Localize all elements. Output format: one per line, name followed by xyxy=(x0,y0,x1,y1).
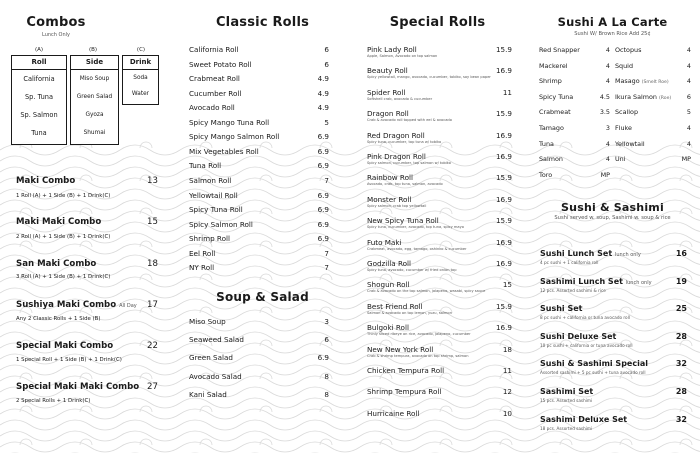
special-rolls-section xyxy=(350,0,525,453)
a-la-carte-name xyxy=(615,108,638,116)
soup-salad-price: 3 xyxy=(324,317,329,326)
sushi-set-desc: 8 pc sushi + california or tuna avocado roll xyxy=(540,315,630,321)
a-la-carte-name: Spicy Tuna xyxy=(539,92,574,101)
sushi-set-desc: 15 pcs. Assorted sashimi xyxy=(540,398,593,403)
sushi-set-price: 16 xyxy=(675,249,687,258)
sushi-set-name-text: Sushi Set xyxy=(540,304,583,314)
sushi-set-price: 28 xyxy=(675,331,687,341)
soup-salad-name: Green Salad xyxy=(189,353,233,363)
special-roll-price: 10 xyxy=(502,408,512,418)
classic-roll-name: Spicy Tuna Roll xyxy=(189,205,243,215)
special-roll-name: Rainbow Roll xyxy=(367,173,413,183)
special-roll-name: New Spicy Tuna Roll xyxy=(367,216,439,226)
sushi-set-price: 19 xyxy=(675,276,687,286)
column-c-label: (C) xyxy=(136,47,146,53)
drink-option: Water xyxy=(131,91,150,97)
a-la-carte-name-text: Fluke xyxy=(615,124,632,132)
classic-roll-row xyxy=(189,147,329,156)
classic-roll-row xyxy=(189,118,329,127)
special-roll-name: Shogun Roll xyxy=(367,280,410,290)
sushi-set-name-text: Sushi Lunch Set xyxy=(540,249,613,258)
sushi-set-desc: Assorted sashimi + 5 pc sushi + tuna avocado roll xyxy=(540,370,646,376)
a-la-carte-price: 4 xyxy=(686,46,691,54)
combo-item-desc: 2 Special Rolls + 1 Drink(C) xyxy=(16,398,91,404)
classic-roll-row xyxy=(189,45,329,54)
special-roll-row xyxy=(367,302,512,311)
special-roll-name: Hurricaine Roll xyxy=(367,408,420,418)
special-roll-price: 16.9 xyxy=(495,66,512,76)
special-roll-desc: Salmon & avocado on top lemon, yuzu, salmon xyxy=(367,310,452,315)
roll-options-box xyxy=(11,55,67,145)
special-roll-row xyxy=(367,173,512,182)
a-la-carte-name xyxy=(615,155,626,163)
classic-roll-price: 6.9 xyxy=(317,146,329,156)
sushi-set-name xyxy=(540,277,652,286)
a-la-carte-name xyxy=(615,77,669,85)
a-la-carte-name xyxy=(615,46,641,54)
classic-roll-price: 7 xyxy=(324,248,329,258)
sushi-set-desc: 10 pc sushi + california or tuna avocado roll xyxy=(540,342,633,348)
special-roll-desc: Crab & avocado on the top salmon, jalapeno, wasabi, spicy sauce xyxy=(367,289,486,294)
sushi-set-price: 32 xyxy=(675,414,687,424)
roll-option: Tuna xyxy=(31,129,47,137)
special-roll-name: Futo Maki xyxy=(367,237,402,247)
combo-item-price: 13 xyxy=(147,176,158,186)
special-roll-price: 15 xyxy=(502,280,512,290)
a-la-carte-name-text: Squid xyxy=(615,61,633,70)
a-la-carte-price: 4 xyxy=(605,61,610,70)
special-roll-row xyxy=(367,88,512,97)
a-la-carte-title: Sushi A La Carte xyxy=(557,15,668,29)
classic-roll-name: Shrimp Roll xyxy=(189,234,230,244)
special-roll-row xyxy=(367,195,512,204)
side-option: Shumai xyxy=(83,130,106,136)
a-la-carte-name: Salmon xyxy=(539,155,563,164)
special-roll-price: 12 xyxy=(502,387,512,397)
special-roll-name: Godzilla Roll xyxy=(367,259,412,268)
classic-roll-price: 6.9 xyxy=(317,132,329,142)
classic-roll-price: 6 xyxy=(324,59,329,69)
classic-roll-name: NY Roll xyxy=(189,263,215,273)
classic-roll-price: 6.9 xyxy=(317,205,329,215)
special-roll-price: 16.9 xyxy=(495,259,512,268)
combo-item-name: San Maki Combo xyxy=(16,259,97,269)
sushi-set-name-text: Sashimi Lunch Set xyxy=(540,276,623,286)
special-roll-name: Spider Roll xyxy=(367,87,406,97)
classic-roll-name: Salmon Roll xyxy=(189,175,232,185)
side-option: Green Salad xyxy=(76,94,113,100)
sushi-sashimi-subtitle: Sushi served w. soup, Sashimi w. soup & rice xyxy=(554,215,671,221)
a-la-carte-name: Crabmeat xyxy=(539,108,571,117)
sushi-set-name-text: Sashimi Set xyxy=(540,387,594,396)
soup-salad-row xyxy=(189,317,329,326)
a-la-carte-subtitle: Sushi W/ Brown Rice Add 25¢ xyxy=(574,31,651,37)
sushi-set-price: 25 xyxy=(675,304,687,314)
a-la-carte-price: 4 xyxy=(686,124,691,132)
a-la-carte-price: 4 xyxy=(686,139,691,148)
special-roll-row xyxy=(367,387,512,396)
a-la-carte-name-text: Octopus xyxy=(615,46,642,54)
special-roll-price: 15.9 xyxy=(495,45,512,54)
special-roll-row xyxy=(367,152,512,161)
classic-roll-name: Cucumber Roll xyxy=(189,88,242,98)
classic-roll-price: 6.9 xyxy=(317,219,329,229)
special-roll-row xyxy=(367,366,512,375)
classic-roll-row xyxy=(189,132,329,141)
side-option: Miso Soup xyxy=(79,76,110,82)
a-la-carte-name xyxy=(615,93,671,101)
special-roll-price: 16.9 xyxy=(495,323,512,333)
sushi-set-name xyxy=(540,415,627,424)
classic-roll-name: Crabmeat Roll xyxy=(189,74,240,84)
classic-roll-price: 7 xyxy=(324,263,329,273)
a-la-carte-price: 4.5 xyxy=(599,92,610,101)
special-roll-price: 15.9 xyxy=(495,109,512,119)
classic-roll-name: Tuna Roll xyxy=(189,161,222,171)
special-roll-price: 16.9 xyxy=(495,237,512,247)
special-roll-desc: Crabmeat, avocado, egg, tamago, oshinko & cucumber xyxy=(367,246,467,251)
classic-roll-name: Sweet Potato Roll xyxy=(189,59,252,69)
special-roll-desc: Thinly sliced ribeye on rice, avocado, jalapeno, cucumber xyxy=(367,332,471,337)
special-roll-price: 16.9 xyxy=(495,152,512,161)
a-la-carte-name-text: Ikura Salmon xyxy=(615,92,657,101)
soup-salad-row xyxy=(189,353,329,362)
a-la-carte-section xyxy=(525,0,700,453)
combo-item-price: 22 xyxy=(147,341,158,351)
sushi-set-name xyxy=(540,387,593,396)
roll-option: Sp. Tuna xyxy=(25,93,53,101)
soup-salad-row xyxy=(189,335,329,344)
sushi-set-name-text: Sushi & Sashimi Special xyxy=(540,359,648,369)
a-la-carte-name-text: Uni xyxy=(615,155,626,164)
combo-item-price: 18 xyxy=(147,259,158,269)
a-la-carte-name: Red Snapper xyxy=(539,46,580,54)
a-la-carte-name: Mackerel xyxy=(539,61,568,70)
soup-salad-row xyxy=(189,390,329,399)
classic-roll-price: 4.9 xyxy=(317,88,329,98)
drink-options-box xyxy=(122,55,159,105)
classic-roll-name: Spicy Mango Tuna Roll xyxy=(189,117,270,127)
special-roll-name: Bulgoki Roll xyxy=(367,323,409,333)
classic-roll-name: California Roll xyxy=(189,45,239,54)
special-roll-price: 16.9 xyxy=(495,130,512,140)
all-day-badge: All Day xyxy=(119,303,137,309)
sushi-set-desc: 18 pcs. Assorted sashimi xyxy=(540,425,593,431)
sushi-set-price: 28 xyxy=(675,387,687,396)
soup-salad-title: Soup & Salad xyxy=(216,290,309,304)
special-roll-name: Dragon Roll xyxy=(367,109,409,119)
sushi-set-name xyxy=(540,249,641,258)
special-roll-name: Red Dragon Roll xyxy=(367,130,425,140)
a-la-carte-name: Tuna xyxy=(539,139,554,148)
side-header: Side xyxy=(71,56,118,70)
special-roll-desc: Spicy salmon, cucumber, top salmon w/ tobiko xyxy=(367,161,451,165)
special-roll-name: Chicken Tempura Roll xyxy=(367,366,445,375)
special-roll-row xyxy=(367,131,512,140)
classic-roll-price: 6.9 xyxy=(317,234,329,244)
combo-item-name: Special Maki Combo xyxy=(16,341,114,351)
soup-salad-name: Avocado Salad xyxy=(189,371,242,381)
special-roll-price: 11 xyxy=(502,366,512,375)
special-roll-row xyxy=(367,259,512,268)
side-option: Gyoza xyxy=(85,112,104,118)
sushi-sashimi-title: Sushi & Sashimi xyxy=(561,201,664,214)
combo-item-name-text: Sushiya Maki Combo xyxy=(16,300,117,310)
a-la-carte-price: 6 xyxy=(686,92,691,101)
classic-roll-row xyxy=(189,205,329,214)
combo-item-desc: Any 2 Classic Rolls + 1 Side (B) xyxy=(16,316,101,322)
a-la-carte-price: MP xyxy=(600,170,610,179)
special-roll-name: Shrimp Tempura Roll xyxy=(367,387,442,397)
sushi-set-name xyxy=(540,359,648,368)
a-la-carte-price: MP xyxy=(681,155,691,164)
a-la-carte-price: 4 xyxy=(605,46,610,54)
classic-roll-name: Eel Roll xyxy=(189,248,216,258)
classic-roll-row xyxy=(189,263,329,272)
special-roll-name: Monster Roll xyxy=(367,194,412,204)
special-roll-row xyxy=(367,216,512,225)
special-roll-price: 16.9 xyxy=(495,194,512,204)
roll-header: Roll xyxy=(12,56,66,70)
a-la-carte-note: (Smelt Roe) xyxy=(641,80,669,86)
sushi-set-desc: 4 pc sushi + 1 california roll xyxy=(540,260,599,265)
lunch-only-badge: lunch only xyxy=(614,252,641,258)
special-roll-row xyxy=(367,323,512,332)
sushi-set-name-text: Sushi Deluxe Set xyxy=(540,331,617,341)
classic-roll-row xyxy=(189,220,329,229)
special-roll-desc: Spicy tuna, cucumber, avocado, top tuna, spicy mayo xyxy=(367,225,464,230)
sushi-set-name xyxy=(540,332,616,341)
special-roll-desc: Spicy salmon, crab top yellowtail xyxy=(367,203,427,208)
sushi-set-name xyxy=(540,304,582,313)
special-roll-row xyxy=(367,45,512,54)
a-la-carte-price: 4 xyxy=(605,77,610,86)
combo-item-desc: 1 Special Roll + 1 Side (B) + 1 Drink(C) xyxy=(16,357,122,363)
soup-salad-name: Seaweed Salad xyxy=(189,335,244,345)
classic-roll-name: Yellowtail Roll xyxy=(189,190,238,200)
column-a-label: (A) xyxy=(34,47,44,53)
soup-salad-name: Kani Salad xyxy=(189,389,227,399)
a-la-carte-price: 4 xyxy=(686,61,691,70)
classic-roll-row xyxy=(189,249,329,258)
soup-salad-name: Miso Soup xyxy=(189,317,226,326)
special-roll-row xyxy=(367,345,512,354)
special-roll-row xyxy=(367,238,512,247)
classic-roll-price: 6.9 xyxy=(317,190,329,200)
soup-salad-price: 8 xyxy=(324,371,329,381)
soup-salad-row xyxy=(189,372,329,381)
combo-item-name xyxy=(16,300,137,310)
combo-item-desc: 1 Roll (A) + 1 Side (B) + 1 Drink(C) xyxy=(16,193,111,199)
a-la-carte-price: 3 xyxy=(605,124,610,132)
a-la-carte-name-text: Scallop xyxy=(615,108,639,117)
special-roll-price: 11 xyxy=(502,87,512,97)
classic-roll-row xyxy=(189,74,329,83)
sushi-set-price: 32 xyxy=(675,359,687,369)
lunch-only-badge: lunch only xyxy=(625,279,652,286)
drink-option: Soda xyxy=(133,75,148,81)
a-la-carte-name xyxy=(615,62,633,70)
classic-roll-row xyxy=(189,176,329,185)
classic-rolls-section xyxy=(175,0,350,453)
a-la-carte-note: (Roe) xyxy=(659,95,672,101)
combos-subtitle: Lunch Only xyxy=(42,32,70,38)
column-b-label: (B) xyxy=(88,47,98,53)
special-roll-price: 15.9 xyxy=(495,216,512,226)
roll-option: California xyxy=(23,75,55,83)
special-roll-desc: Spicy yellowtail, mango, avocado, cucumber, tobiko, soy bean paper xyxy=(367,75,491,80)
a-la-carte-name xyxy=(615,124,632,132)
a-la-carte-price: 4 xyxy=(686,77,691,86)
classic-roll-row xyxy=(189,161,329,170)
a-la-carte-name-text: Masago xyxy=(615,77,640,86)
special-roll-desc: Spicy tuna, avocado, cucumber w/ fried onion top xyxy=(367,268,457,272)
classic-roll-price: 6 xyxy=(324,45,329,54)
special-roll-name: Best Friend Roll xyxy=(367,301,423,311)
roll-option: Sp. Salmon xyxy=(20,111,58,119)
soup-salad-price: 6.9 xyxy=(317,353,329,363)
soup-salad-price: 6 xyxy=(324,335,329,345)
combo-item-name: Special Maki Maki Combo xyxy=(16,382,140,392)
classic-roll-price: 4.9 xyxy=(317,103,329,113)
classic-roll-name: Avocado Roll xyxy=(189,103,235,113)
special-roll-name: New New York Roll xyxy=(367,344,434,354)
a-la-carte-name xyxy=(615,140,645,148)
a-la-carte-name: Tamago xyxy=(539,124,564,132)
combo-item-desc: 3 Roll (A) + 1 Side (B) + 1 Drink(C) xyxy=(16,274,111,280)
special-roll-desc: Avocado, crab, top tuna, salmon, avocado xyxy=(367,182,443,187)
combos-section xyxy=(0,0,175,453)
special-roll-name: Pink Dragon Roll xyxy=(367,152,426,161)
sushi-set-name-text: Sashimi Deluxe Set xyxy=(540,414,628,424)
special-roll-price: 18 xyxy=(502,344,512,354)
a-la-carte-price: 5 xyxy=(686,108,691,117)
special-roll-row xyxy=(367,280,512,289)
classic-roll-row xyxy=(189,234,329,243)
a-la-carte-price: 3.5 xyxy=(599,108,610,117)
combo-item-desc: 2 Roll (A) + 1 Side (B) + 1 Drink(C) xyxy=(16,234,111,240)
side-options-box xyxy=(70,55,119,145)
special-roll-row xyxy=(367,109,512,118)
special-rolls-title: Special Rolls xyxy=(389,15,486,30)
classic-roll-row xyxy=(189,60,329,69)
combo-item-price: 17 xyxy=(147,300,158,310)
a-la-carte-name: Shrimp xyxy=(539,77,562,86)
classic-roll-name: Mix Vegetables Roll xyxy=(189,146,259,156)
special-roll-desc: Crab & shrimp tempura, avocado on top shrimp, salmon xyxy=(367,353,469,358)
classic-roll-row xyxy=(189,89,329,98)
sushi-set-desc: 12 pcs. Assorted sashimi & rice xyxy=(540,287,606,293)
classic-roll-name: Spicy Mango Salmon Roll xyxy=(189,132,280,142)
classic-roll-row xyxy=(189,191,329,200)
combo-item-price: 27 xyxy=(147,382,158,392)
combo-item-name: Maki Maki Combo xyxy=(16,217,102,227)
drink-header: Drink xyxy=(123,56,158,70)
classic-roll-price: 5 xyxy=(324,117,329,127)
classic-roll-row xyxy=(189,103,329,112)
classic-rolls-title: Classic Rolls xyxy=(215,15,310,30)
combo-item-price: 15 xyxy=(147,217,158,227)
special-roll-desc: Spicy tuna, cucumber, top tuna w/ tobiko xyxy=(367,139,442,144)
classic-roll-name: Spicy Salmon Roll xyxy=(189,219,253,229)
a-la-carte-name: Toro xyxy=(539,170,553,179)
a-la-carte-price: 4 xyxy=(605,155,610,164)
combos-title: Combos xyxy=(26,15,86,30)
classic-roll-price: 7 xyxy=(324,175,329,185)
special-roll-desc: Crab & avocado roll topped with eel & avocado xyxy=(367,118,452,123)
classic-roll-price: 6.9 xyxy=(317,161,329,171)
special-roll-row xyxy=(367,66,512,75)
combo-item-name: Maki Combo xyxy=(16,176,76,186)
soup-salad-price: 8 xyxy=(324,389,329,399)
special-roll-desc: Softshell crab, avocado & cucumber xyxy=(367,96,433,101)
special-roll-price: 15.9 xyxy=(495,173,512,183)
a-la-carte-name-text: Yellowtail xyxy=(615,139,645,148)
special-roll-name: Pink Lady Roll xyxy=(367,45,417,54)
special-roll-name: Beauty Roll xyxy=(367,66,408,76)
special-roll-row xyxy=(367,409,512,418)
a-la-carte-price: 4 xyxy=(605,139,610,148)
special-roll-desc: Apple, Salmon, Avocado on top salmon xyxy=(367,54,438,58)
classic-roll-price: 4.9 xyxy=(317,74,329,84)
special-roll-price: 15.9 xyxy=(495,301,512,311)
